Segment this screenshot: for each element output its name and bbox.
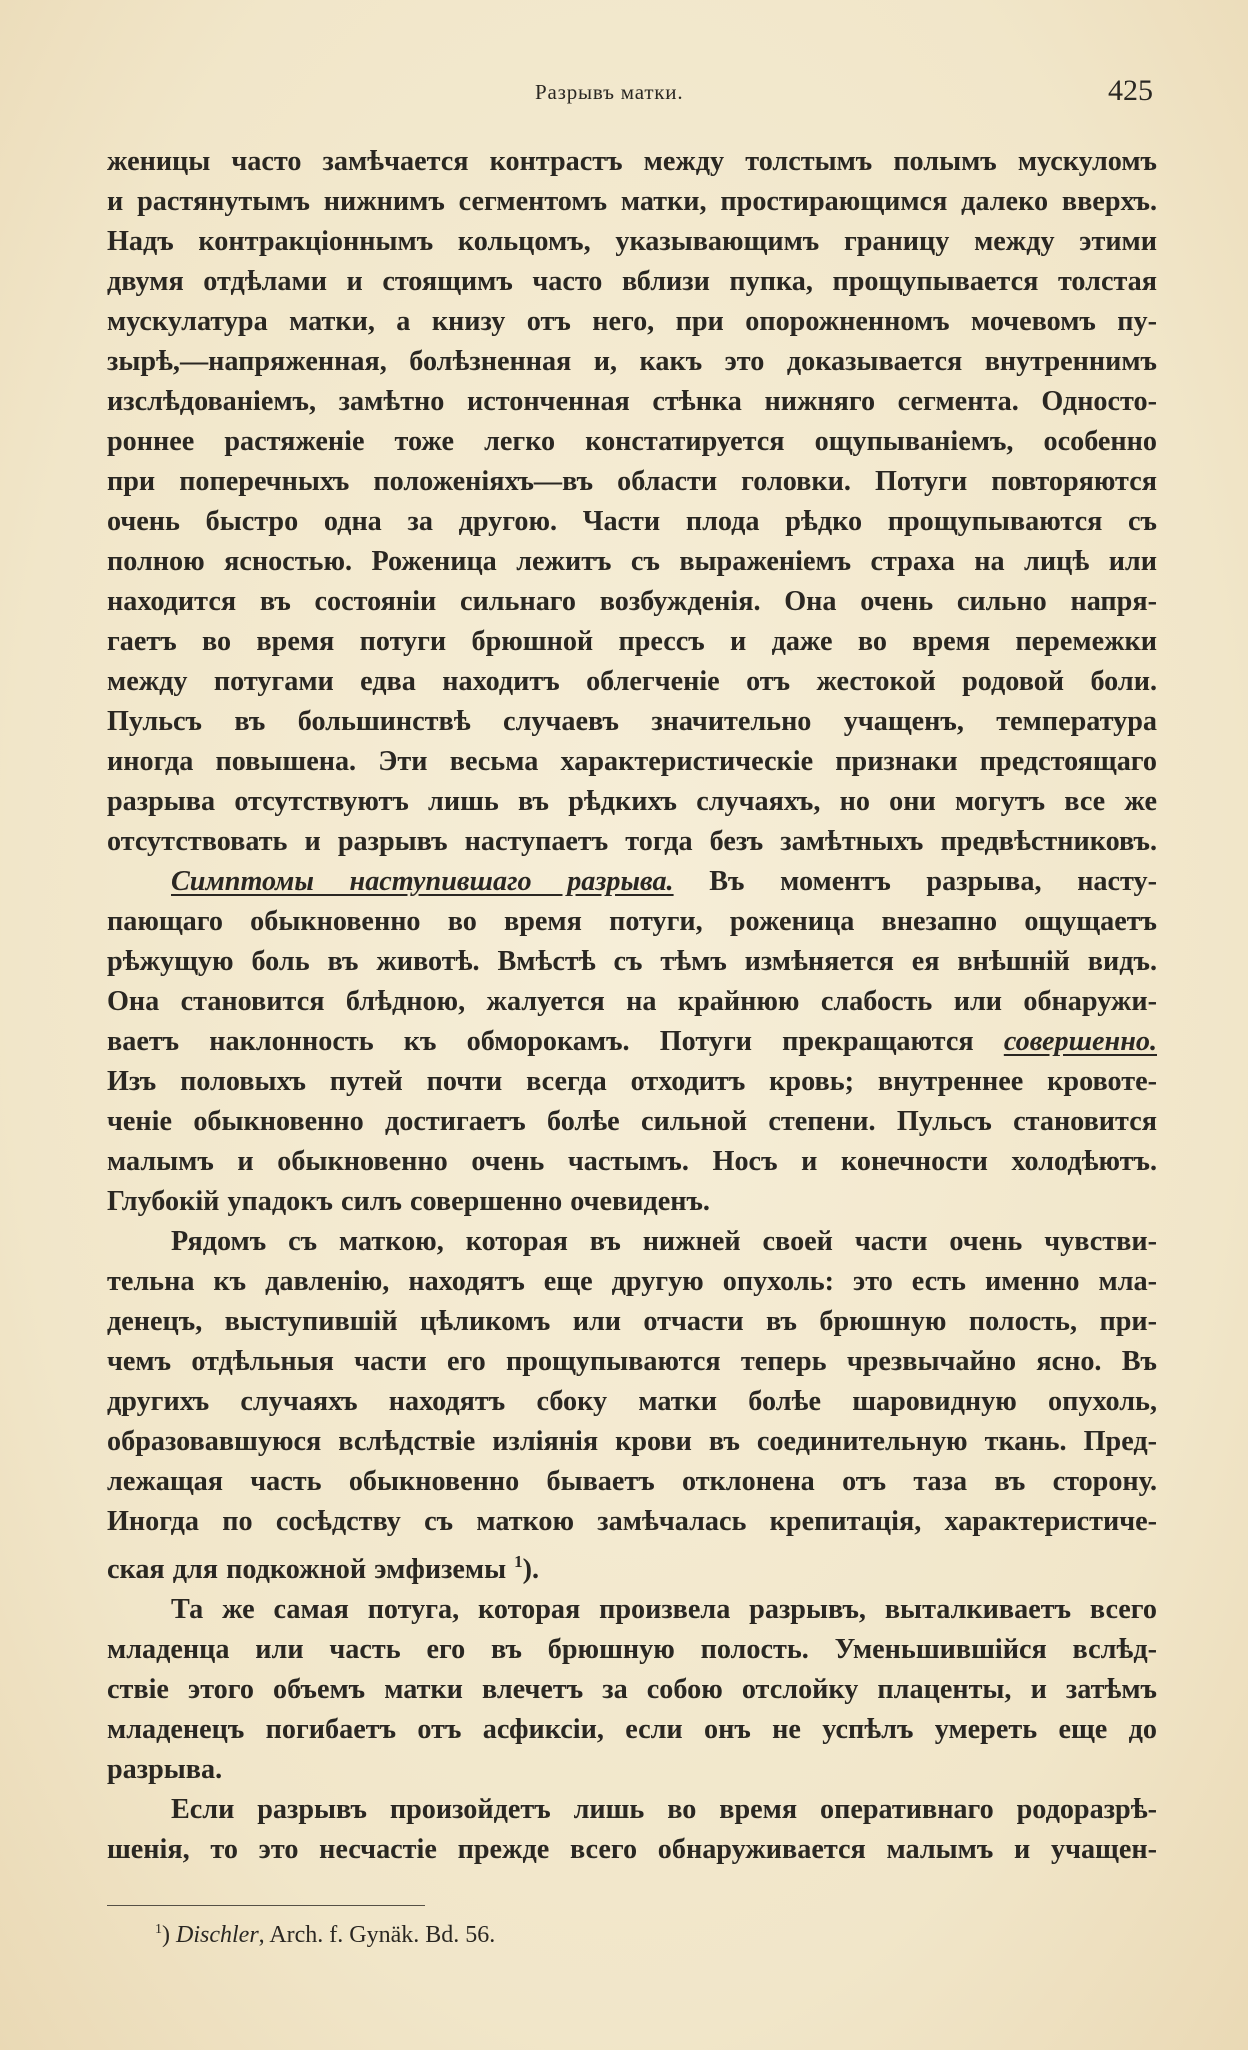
text-line: Надъ контракціоннымъ кольцомъ, указывающимъ границу между этими <box>107 226 1157 257</box>
text-line: малымъ и обыкновенно очень частымъ. Носъ и конечности холодѣютъ. <box>107 1146 1157 1177</box>
text-line: ченіе обыкновенно достигаетъ болѣе сильной степени. Пульсъ становится <box>107 1106 1157 1137</box>
text-line: Пульсъ въ большинствѣ случаевъ значительно учащенъ, температура <box>107 706 1157 737</box>
footnote-marker: 1 <box>155 1922 162 1937</box>
text-line: разрыва. <box>107 1754 223 1785</box>
footnote-citation: , Arch. f. Gynäk. Bd. 56. <box>258 1922 496 1948</box>
text-line: пающаго обыкновенно во время потуги, роженица внезапно ощущаетъ <box>107 906 1157 937</box>
text-line <box>107 1542 1157 1590</box>
text-line: Рядомъ съ маткою, которая въ нижней своей части очень чувстви- <box>171 1226 1157 1257</box>
text-line: полною ясностью. Роженица лежитъ съ выраженіемъ страха на лицѣ или <box>107 546 1157 577</box>
footnote <box>155 1922 495 1949</box>
text-line <box>107 862 1157 902</box>
text-line: младенца или часть его въ брюшную полость. Уменьшившійся вслѣд- <box>107 1634 1157 1665</box>
text-line: Иногда по сосѣдству съ маткою замѣчалась крепитація, характеристиче- <box>107 1506 1157 1537</box>
text-line: лежащая часть обыкновенно бываетъ отклонена отъ таза въ сторону. <box>107 1466 1157 1497</box>
text-span: Въ моментъ разрыва, насту- <box>673 866 1157 897</box>
footnote-bracket: ) <box>162 1922 170 1948</box>
footnote-reference: 1 <box>514 1552 523 1571</box>
text-line: отсутствовать и разрывъ наступаетъ тогда безъ замѣтныхъ предвѣстниковъ. <box>107 826 1157 857</box>
text-line: при поперечныхъ положеніяхъ—въ области головки. Потуги повторяются <box>107 466 1157 497</box>
text-line: Глубокій упадокъ силъ совершенно очевиденъ. <box>107 1186 710 1217</box>
text-line: двумя отдѣлами и стоящимъ часто вблизи пупка, прощупывается толстая <box>107 266 1157 297</box>
text-line: младенецъ погибаетъ отъ асфиксіи, если онъ не успѣлъ умереть еще до <box>107 1714 1157 1745</box>
text-line: очень быстро одна за другою. Части плода рѣдко прощупываются съ <box>107 506 1157 537</box>
text-line: другихъ случаяхъ находятъ сбоку матки болѣе шаровидную опухоль, <box>107 1386 1157 1417</box>
footnote-author: Dischler <box>176 1922 259 1948</box>
text-span: ). <box>522 1554 540 1585</box>
text-line: Она становится блѣдною, жалуется на крайнюю слабость или обнаружи- <box>107 986 1157 1017</box>
text-line: женицы часто замѣчается контрастъ между толстымъ полымъ мускуломъ <box>107 146 1157 177</box>
emphasis-text: совершенно. <box>1003 1026 1157 1057</box>
text-line: мускулатура матки, а книзу отъ него, при опорожненномъ мочевомъ пу- <box>107 306 1157 337</box>
text-line: денецъ, выступившій цѣликомъ или отчасти въ брюшную полость, при- <box>107 1306 1157 1337</box>
text-line: Та же самая потуга, которая произвела разрывъ, выталкиваетъ всего <box>171 1594 1157 1625</box>
text-line: роннее растяженіе тоже легко констатируется ощупываніемъ, особенно <box>107 426 1157 457</box>
text-line: Если разрывъ произойдетъ лишь во время оперативнаго родоразрѣ- <box>171 1794 1157 1825</box>
text-line: гаетъ во время потуги брюшной прессъ и даже во время перемежки <box>107 626 1157 657</box>
text-line: иногда повышена. Эти весьма характеристическіе признаки предстоящаго <box>107 746 1157 777</box>
section-heading-symptoms: Симптомы наступившаго разрыва. <box>171 866 674 897</box>
text-line: находится въ состояніи сильнаго возбужденія. Она очень сильно напря- <box>107 586 1157 617</box>
text-line: зырѣ,—напряженная, болѣзненная и, какъ это доказывается внутреннимъ <box>107 346 1157 377</box>
text-line <box>107 1022 1157 1062</box>
body-text <box>107 142 1157 1870</box>
footnote-divider <box>107 1905 425 1906</box>
text-line: ствіе этого объемъ матки влечетъ за собою отслойку плаценты, и затѣмъ <box>107 1674 1157 1705</box>
text-line: и растянутымъ нижнимъ сегментомъ матки, простирающимся далеко вверхъ. <box>107 186 1157 217</box>
text-line: образовавшуюся вслѣдствіе изліянія крови въ соединительную ткань. Пред- <box>107 1426 1157 1457</box>
running-title: Разрывъ матки. <box>535 80 684 104</box>
text-line: рѣжущую боль въ животѣ. Вмѣстѣ съ тѣмъ измѣняется ея внѣшній видъ. <box>107 946 1157 977</box>
text-line: между потугами едва находитъ облегченіе отъ жестокой родовой боли. <box>107 666 1157 697</box>
page-number: 425 <box>1108 74 1153 107</box>
text-line: разрыва отсутствуютъ лишь въ рѣдкихъ случаяхъ, но они могутъ все же <box>107 786 1157 817</box>
text-line: изслѣдованіемъ, замѣтно истонченная стѣнка нижняго сегмента. Односто- <box>107 386 1157 417</box>
text-line: шенія, то это несчастіе прежде всего обнаруживается малымъ и учащен- <box>107 1834 1157 1865</box>
text-line: Изъ половыхъ путей почти всегда отходитъ кровь; внутреннее кровоте- <box>107 1066 1157 1097</box>
text-line: тельна къ давленію, находятъ еще другую опухоль: это есть именно мла- <box>107 1266 1157 1297</box>
text-line: чемъ отдѣльныя части его прощупываются теперь чрезвычайно ясно. Въ <box>107 1346 1157 1377</box>
text-span: ваетъ наклонность къ обморокамъ. Потуги прекращаются <box>107 1026 1004 1057</box>
text-span: ская для подкожной эмфиземы <box>107 1554 515 1585</box>
